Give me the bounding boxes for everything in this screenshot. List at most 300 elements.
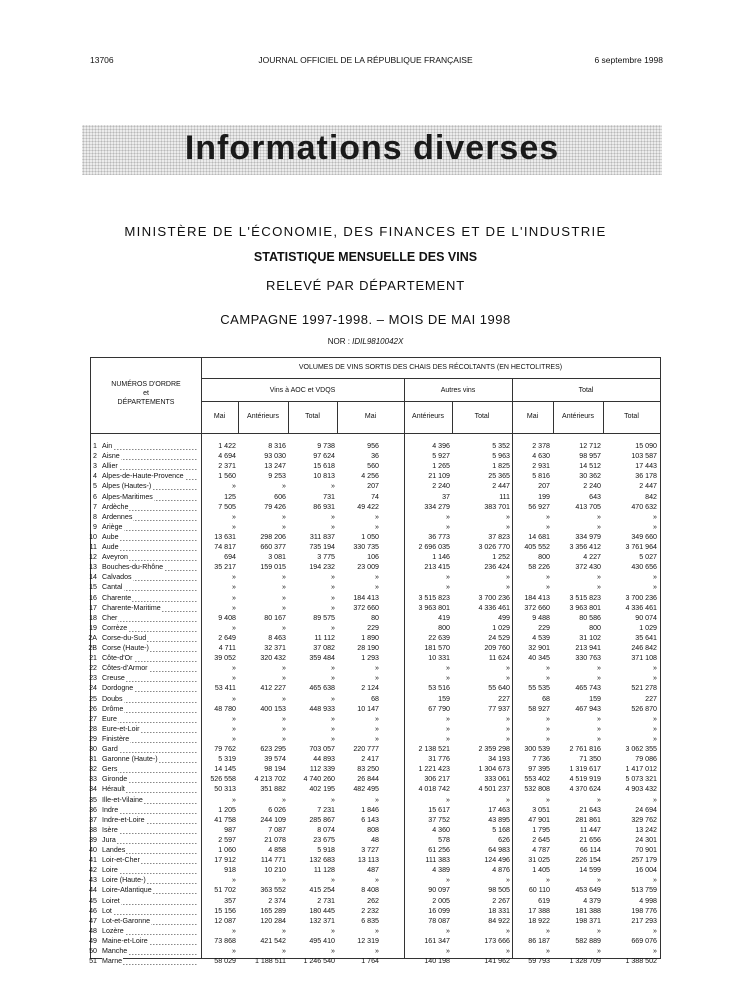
department-label: Hérault — [102, 785, 125, 794]
volume-cell: » — [446, 674, 450, 683]
volume-cell: 35 217 — [214, 563, 236, 572]
volume-cell: 14 599 — [579, 866, 601, 875]
table-row — [91, 441, 660, 451]
volume-cell: 12 712 — [579, 442, 601, 450]
department-name — [102, 815, 198, 825]
volume-cell: 4 256 — [361, 472, 379, 481]
department-name — [102, 481, 198, 491]
volume-cell: 3 775 — [317, 553, 335, 562]
department-label: Loire-Atlantique — [102, 886, 152, 895]
section-banner — [82, 125, 662, 175]
volume-cell: » — [375, 926, 379, 935]
table-row — [91, 754, 660, 764]
volume-cell: 111 383 — [425, 856, 450, 865]
col-header-anterieurs: Antérieurs — [412, 413, 444, 420]
volume-cell: 5 816 — [532, 472, 550, 481]
volume-cell: 465 743 — [575, 684, 601, 693]
volume-cell: 78 087 — [428, 916, 450, 925]
volume-cell: 4 396 — [432, 442, 450, 450]
volume-cell: 44 893 — [313, 755, 335, 764]
volume-cell: » — [597, 714, 601, 723]
volume-cell: 619 — [538, 896, 550, 905]
volume-cell: 4 876 — [492, 866, 510, 875]
volume-cell: 4 370 624 — [569, 785, 601, 794]
volume-cell: 25 365 — [488, 472, 510, 481]
row-number: 6 — [93, 492, 97, 501]
department-label: Landes — [102, 846, 126, 854]
volume-cell: » — [375, 522, 379, 531]
volume-cell: » — [446, 664, 450, 673]
department-name — [102, 492, 198, 502]
department-label: Loiret — [102, 896, 120, 905]
row-number: 2A — [88, 633, 97, 642]
volume-cell: 10 331 — [428, 654, 450, 663]
volume-cell: 2 124 — [361, 684, 379, 693]
row-number: 25 — [89, 694, 97, 703]
volume-cell: » — [506, 573, 510, 582]
department-name — [102, 603, 198, 613]
volume-cell: » — [546, 664, 550, 673]
volume-cell: 643 — [589, 492, 601, 501]
volume-cell: 330 735 — [353, 543, 379, 551]
volume-cell: 15 156 — [214, 906, 236, 915]
volume-cell: 3 515 823 — [569, 593, 601, 602]
volume-cell: 2 931 — [532, 462, 550, 471]
volume-cell: 181 388 — [575, 906, 601, 915]
volume-cell: 1 293 — [361, 654, 379, 663]
volume-cell: 363 552 — [260, 886, 286, 895]
row-number: 11 — [89, 543, 97, 551]
volume-cell: 513 759 — [631, 886, 657, 895]
volume-cell: 90 074 — [635, 613, 657, 622]
table-row — [91, 603, 660, 613]
volume-cell: 14 681 — [528, 532, 550, 541]
volume-cell: 18 922 — [528, 916, 550, 925]
department-name — [102, 593, 198, 603]
department-label: Garonne (Haute-) — [102, 755, 158, 764]
volume-cell: 207 — [538, 482, 550, 491]
volume-cell: 6 026 — [268, 805, 286, 814]
volume-cell: 159 — [589, 694, 601, 703]
volume-cell: 3 700 236 — [625, 593, 657, 602]
department-label: Lot-et-Garonne — [102, 916, 151, 925]
department-name — [102, 896, 198, 906]
row-number: 49 — [89, 936, 97, 945]
volume-cell: » — [597, 583, 601, 592]
volume-cell: 281 861 — [575, 815, 601, 824]
department-label: Côtes-d'Armor — [102, 664, 148, 673]
table-row — [91, 512, 660, 522]
volume-cell: 14 145 — [214, 765, 236, 774]
department-label: Lozère — [102, 926, 124, 935]
department-name — [102, 774, 198, 784]
volume-cell: 4 389 — [432, 866, 450, 875]
volume-cell: 159 — [438, 694, 450, 703]
volume-cell: 5 918 — [317, 846, 335, 854]
row-number: 24 — [89, 684, 97, 693]
volume-cell: » — [331, 573, 335, 582]
row-number: 36 — [89, 805, 97, 814]
department-label: Aube — [102, 532, 119, 541]
row-number: 28 — [89, 724, 97, 733]
volume-cell: 97 395 — [528, 765, 550, 774]
volume-cell: 2 645 — [532, 835, 550, 844]
volume-cell: 470 632 — [631, 502, 657, 511]
nor-value: IDIL9810042X — [352, 337, 404, 346]
volume-cell: 98 194 — [264, 765, 286, 774]
row-number: 21 — [89, 654, 97, 663]
volume-cell: 229 — [367, 623, 379, 632]
volume-cell: 21 109 — [428, 472, 450, 481]
department-name — [102, 633, 198, 643]
volume-cell: 1 560 — [218, 472, 236, 481]
volume-cell: 10 147 — [357, 704, 379, 713]
department-label: Alpes (Hautes-) — [102, 482, 152, 491]
volume-cell: » — [331, 482, 335, 491]
volume-cell: 400 153 — [260, 704, 286, 713]
volume-cell: 1 265 — [432, 462, 450, 471]
volume-cell: » — [232, 734, 236, 743]
row-number: 3 — [93, 462, 97, 471]
volume-cell: 3 761 964 — [625, 543, 657, 551]
row-header-line2: et — [143, 390, 149, 397]
department-label: Eure-et-Loir — [102, 724, 140, 733]
department-label: Charente-Maritime — [102, 603, 161, 612]
row-number: 38 — [89, 825, 97, 834]
department-name — [102, 613, 198, 623]
department-name — [102, 714, 198, 724]
volume-cell: 2 005 — [432, 896, 450, 905]
department-name — [102, 451, 198, 461]
department-label: Finistère — [102, 734, 130, 743]
department-label: Loire (Haute-) — [102, 876, 146, 885]
volume-cell: 2 597 — [218, 835, 236, 844]
volume-cell: 31 776 — [428, 755, 450, 764]
table-row — [91, 835, 660, 845]
ministry-heading: MINISTÈRE DE L'ÉCONOMIE, DES FINANCES ET DE L'INDUSTRIE — [124, 224, 607, 239]
volume-cell: 3 727 — [361, 846, 379, 854]
department-name — [102, 582, 198, 592]
volume-cell: » — [375, 734, 379, 743]
volume-cell: 800 — [589, 623, 601, 632]
department-name — [102, 936, 198, 946]
volume-cell: » — [597, 512, 601, 521]
volume-cell: 11 128 — [313, 866, 335, 875]
table-row — [91, 906, 660, 916]
volume-cell: » — [282, 795, 286, 804]
department-name — [102, 673, 198, 683]
department-label: Ardèche — [102, 502, 129, 511]
volume-cell: 213 941 — [575, 644, 601, 652]
department-name — [102, 461, 198, 471]
volume-cell: 257 179 — [631, 856, 657, 865]
volume-cell: » — [446, 573, 450, 582]
volume-cell: » — [653, 876, 657, 885]
volume-cell: 37 082 — [313, 644, 335, 652]
volume-cell: 55 535 — [528, 684, 550, 693]
volume-cell: » — [506, 795, 510, 804]
department-name — [102, 694, 198, 704]
volume-cell: 262 — [367, 896, 379, 905]
table-row — [91, 522, 660, 532]
volume-cell: » — [282, 926, 286, 935]
volume-cell: 13 242 — [635, 825, 657, 834]
department-name — [102, 764, 198, 774]
volume-cell: 9 738 — [317, 442, 335, 450]
volume-cell: 499 — [498, 613, 510, 622]
department-name — [102, 643, 198, 653]
volume-cell: » — [331, 593, 335, 602]
volume-cell: 1 825 — [492, 462, 510, 471]
volume-cell: » — [546, 714, 550, 723]
volume-cell: 24 529 — [488, 633, 510, 642]
volume-cell: 37 — [442, 492, 450, 501]
department-name — [102, 704, 198, 714]
volume-cell: 41 758 — [214, 815, 236, 824]
department-label: Indre-et-Loire — [102, 815, 145, 824]
volume-cell: 207 — [367, 482, 379, 491]
volume-cell: 3 356 412 — [569, 543, 601, 551]
department-label: Lot — [102, 906, 112, 915]
volume-cell: 199 — [538, 492, 550, 501]
volume-cell: » — [446, 926, 450, 935]
volume-cell: » — [282, 724, 286, 733]
volume-cell: 53 411 — [214, 684, 236, 693]
volume-cell: » — [506, 724, 510, 733]
volume-cell: 1 388 502 — [625, 957, 657, 966]
volume-cell: » — [446, 583, 450, 592]
volume-cell: 39 052 — [214, 654, 236, 663]
table-row — [91, 734, 660, 744]
volume-cell: 55 640 — [488, 684, 510, 693]
volume-cell: 412 227 — [260, 684, 286, 693]
volume-cell: 5 352 — [492, 442, 510, 450]
volume-cell: » — [653, 795, 657, 804]
department-label: Côte-d'Or — [102, 654, 133, 663]
nor-label: NOR : — [327, 337, 350, 346]
row-number: 30 — [89, 745, 97, 753]
volume-cell: 334 979 — [575, 532, 601, 541]
journal-title: JOURNAL OFFICIEL DE LA RÉPUBLIQUE FRANÇAISE — [258, 55, 473, 65]
volume-cell: 2 232 — [361, 906, 379, 915]
department-name — [102, 875, 198, 885]
volume-cell: 8 463 — [268, 633, 286, 642]
banner-title: Informations diverses — [184, 129, 560, 167]
volume-cell: 36 773 — [428, 532, 450, 541]
volume-cell: » — [331, 714, 335, 723]
volume-cell: 12 319 — [357, 936, 379, 945]
statistic-title: STATISTIQUE MENSUELLE DES VINS — [253, 250, 478, 264]
volume-cell: » — [232, 714, 236, 723]
volume-cell: » — [446, 947, 450, 955]
department-label: Loir-et-Cher — [102, 856, 140, 865]
department-name — [102, 946, 198, 956]
table-row — [91, 683, 660, 693]
volume-cell: 5 073 321 — [625, 775, 657, 784]
volume-cell: 3 515 823 — [418, 593, 450, 602]
volume-cell: » — [232, 876, 236, 885]
row-number: 51 — [89, 957, 97, 966]
department-name — [102, 562, 198, 572]
department-name — [102, 956, 198, 966]
volume-cell: » — [331, 724, 335, 733]
volume-cell: 180 445 — [309, 906, 335, 915]
row-number: 5 — [93, 482, 97, 491]
row-number: 22 — [89, 664, 97, 673]
row-number: 32 — [89, 765, 97, 774]
department-label: Alpes-Maritimes — [102, 492, 153, 501]
volume-cell: 17 388 — [528, 906, 550, 915]
volume-cell: » — [653, 947, 657, 955]
publication-date: 6 septembre 1998 — [594, 55, 663, 65]
volume-cell: 165 289 — [260, 906, 286, 915]
volume-cell: » — [232, 795, 236, 804]
volume-cell: 2 240 — [583, 482, 601, 491]
department-label: Calvados — [102, 573, 132, 582]
volume-cell: 141 962 — [484, 957, 510, 966]
volume-cell: 300 539 — [524, 745, 550, 753]
volume-cell: 526 558 — [210, 775, 236, 784]
volume-cell: 36 178 — [635, 472, 657, 481]
volume-cell: » — [653, 926, 657, 935]
department-name — [102, 906, 198, 916]
volume-cell: » — [546, 947, 550, 955]
volume-cell: 220 777 — [353, 745, 379, 753]
volume-cell: » — [331, 795, 335, 804]
volume-cell: 43 895 — [488, 815, 510, 824]
volume-cell: 4 858 — [268, 846, 286, 854]
department-name — [102, 865, 198, 875]
volume-cell: 17 443 — [635, 462, 657, 471]
row-number: 37 — [89, 815, 97, 824]
volume-cell: » — [546, 795, 550, 804]
volume-cell: » — [597, 664, 601, 673]
volume-cell: 80 586 — [579, 613, 601, 622]
table-row — [91, 805, 660, 815]
volume-cell: 17 912 — [214, 856, 236, 865]
row-number: 15 — [89, 583, 97, 592]
table-row — [91, 845, 660, 855]
table-row — [91, 744, 660, 754]
volume-cell: 3 963 801 — [418, 603, 450, 612]
volume-cell: » — [232, 573, 236, 582]
volume-cell: » — [375, 724, 379, 733]
volume-cell: 4 213 702 — [254, 775, 286, 784]
volume-cell: 8 316 — [268, 442, 286, 450]
department-label: Eure — [102, 714, 117, 723]
volume-cell: » — [282, 512, 286, 521]
volume-cell: 64 983 — [488, 846, 510, 854]
volume-cell: » — [331, 926, 335, 935]
volume-cell: 800 — [538, 553, 550, 562]
nor-reference — [0, 337, 731, 346]
volume-cell: 1 221 423 — [418, 765, 450, 774]
volume-cell: » — [446, 795, 450, 804]
row-number: 4 — [93, 472, 97, 481]
volume-cell: 16 099 — [428, 906, 450, 915]
volume-cell: 5 168 — [492, 825, 510, 834]
volume-cell: 80 — [371, 613, 379, 622]
volume-cell: 226 154 — [575, 856, 601, 865]
volume-cell: 333 061 — [484, 775, 510, 784]
department-name — [102, 825, 198, 835]
volume-cell: 15 618 — [313, 462, 335, 471]
volume-cell: » — [375, 583, 379, 592]
volume-cell: » — [653, 664, 657, 673]
volume-cell: 560 — [367, 462, 379, 471]
volume-cell: » — [375, 795, 379, 804]
volume-cell: 10 210 — [264, 866, 286, 875]
volume-cell: 159 015 — [260, 563, 286, 572]
volume-cell: 34 193 — [488, 755, 510, 764]
volume-cell: » — [546, 876, 550, 885]
volume-cell: 405 552 — [524, 543, 550, 551]
table-row — [91, 774, 660, 784]
table-row — [91, 784, 660, 794]
volume-cell: 1 146 — [432, 553, 450, 562]
volume-cell: 808 — [367, 825, 379, 834]
volume-cell: 111 — [499, 492, 510, 501]
department-label: Cher — [102, 613, 118, 622]
volume-cell: 3 081 — [268, 553, 286, 562]
volume-cell: 30 362 — [579, 472, 601, 481]
volume-cell: 227 — [645, 694, 657, 703]
table-row — [91, 855, 660, 865]
volume-cell: 306 217 — [424, 775, 450, 784]
volume-cell: 5 027 — [639, 553, 657, 562]
department-label: Corse-du-Sud — [102, 633, 147, 642]
volume-cell: 383 701 — [484, 502, 510, 511]
table-row — [91, 764, 660, 774]
volume-cell: 13 247 — [264, 462, 286, 471]
volume-cell: 4 787 — [532, 846, 550, 854]
volume-cell: 37 752 — [428, 815, 450, 824]
table-row — [91, 461, 660, 471]
table-row — [91, 471, 660, 481]
table-row — [91, 825, 660, 835]
department-label: Creuse — [102, 674, 125, 683]
volume-cell: 2 761 816 — [569, 745, 601, 753]
volume-cell: 2 359 298 — [478, 745, 510, 753]
department-name — [102, 542, 198, 552]
volume-cell: 59 793 — [528, 957, 550, 966]
volume-cell: 2 649 — [218, 633, 236, 642]
volume-cell: 7 505 — [218, 502, 236, 511]
volume-cell: 1 422 — [218, 442, 236, 450]
volume-cell: 334 279 — [424, 502, 450, 511]
group-header-total: Total — [578, 387, 594, 394]
row-header-line1: NUMÉROS D'ORDRE — [111, 381, 181, 388]
department-name — [102, 623, 198, 633]
table-row — [91, 896, 660, 906]
volume-cell: » — [546, 674, 550, 683]
volume-cell: » — [653, 583, 657, 592]
department-name — [102, 885, 198, 895]
volume-cell: 419 — [438, 613, 450, 622]
wine-statistics-table — [88, 357, 661, 966]
department-name — [102, 835, 198, 845]
volume-cell: » — [653, 512, 657, 521]
volume-cell: 66 114 — [579, 846, 601, 854]
department-name — [102, 471, 198, 481]
table-row — [91, 582, 660, 592]
row-number: 17 — [89, 603, 97, 612]
col-header-anterieurs: Antérieurs — [562, 413, 594, 420]
volume-cell: 285 867 — [309, 815, 335, 824]
volume-cell: 7 736 — [532, 755, 550, 764]
volume-cell: 86 931 — [313, 502, 335, 511]
volume-cell: 465 638 — [309, 684, 335, 693]
